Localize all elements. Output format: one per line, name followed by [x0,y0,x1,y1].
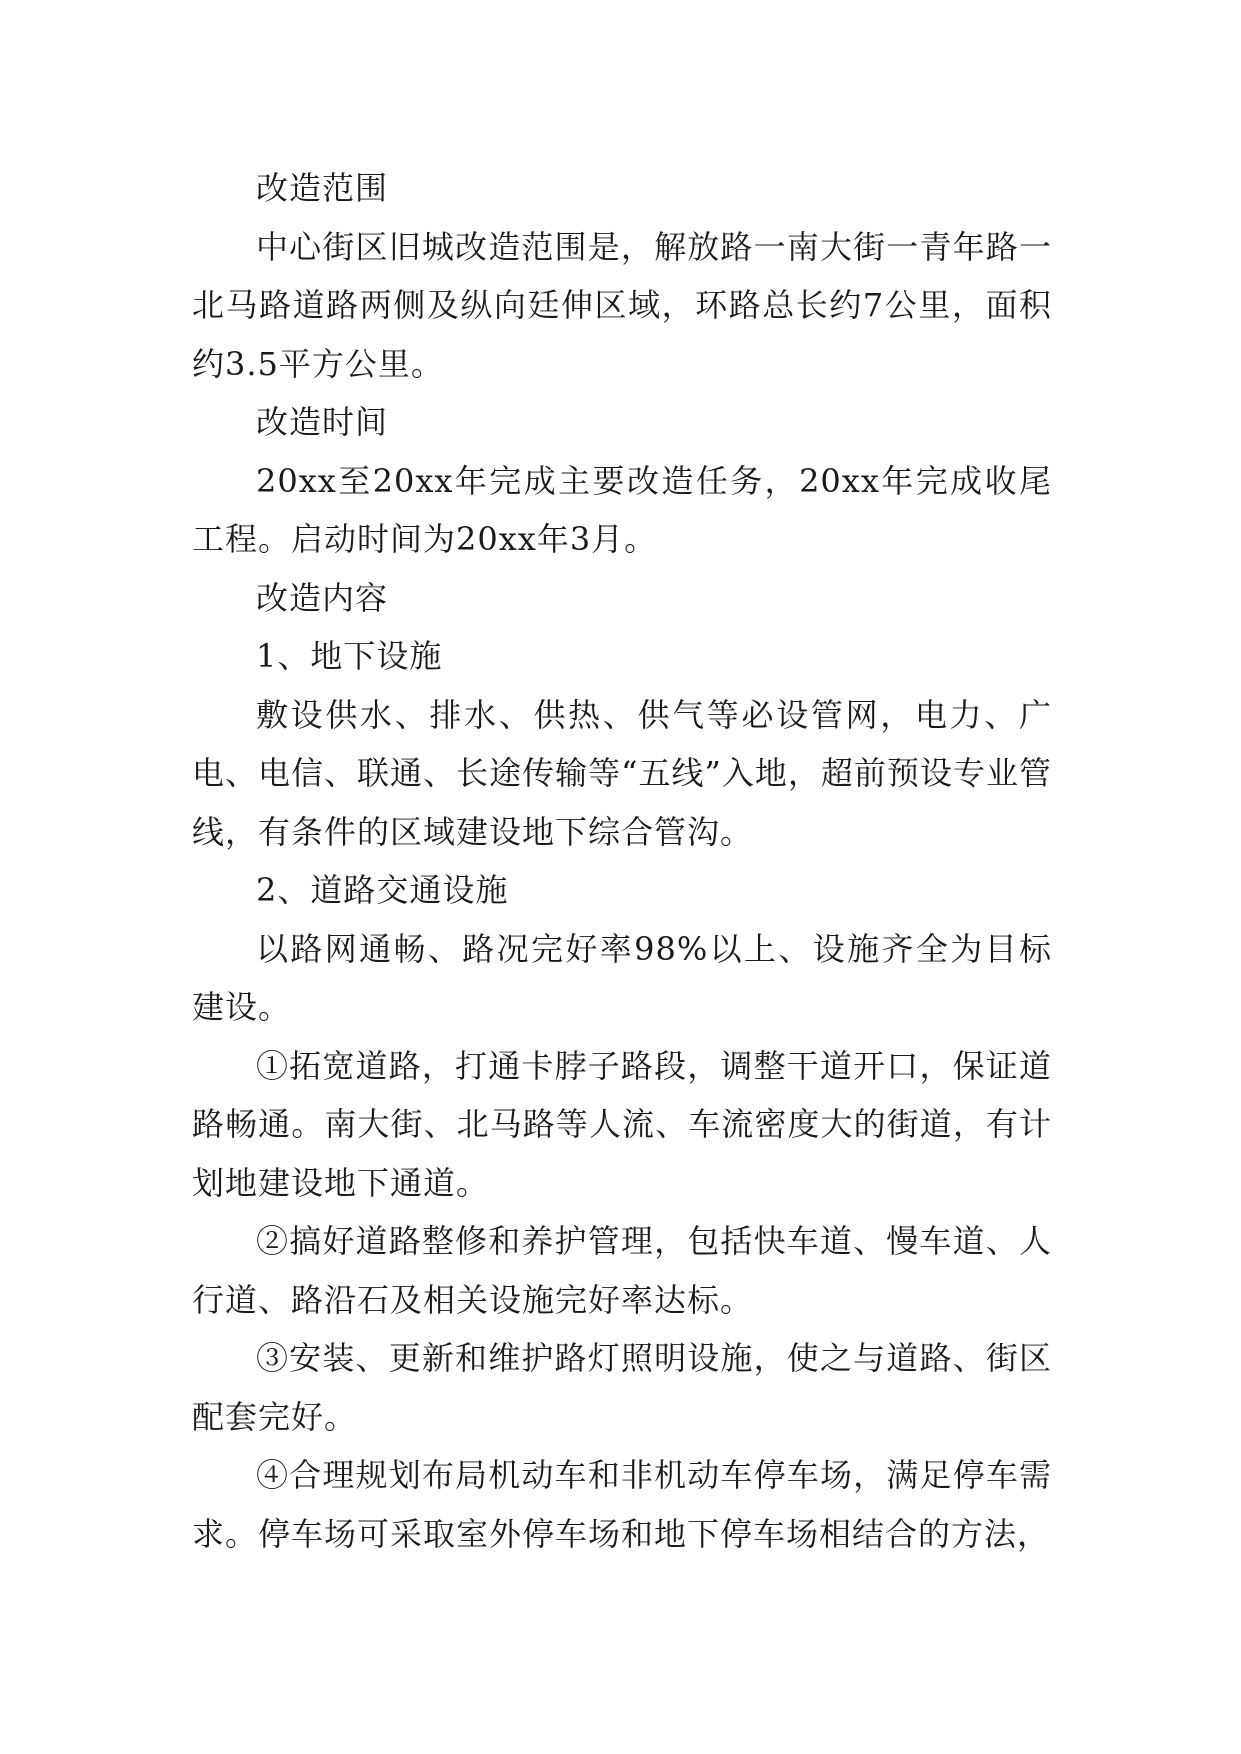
list-item-road-maintenance: ②搞好道路整修和养护管理，包括快车道、慢车道、人行道、路沿石及相关设施完好率达标。 [192,1222,1052,1319]
list-item-widen-roads: ①拓宽道路，打通卡脖子路段，调整干道开口，保证道路畅通。南大街、北马路等人流、车流密度大的街道，有计划地建设地下通道。 [192,1046,1052,1202]
section-heading-time: 改造时间 [256,403,389,441]
section-heading-content: 改造内容 [256,578,389,617]
paragraph-traffic-goal: 以路网通畅、路况完好率98%以上、设施齐全为目标建设。 [192,929,1052,1026]
list-item-parking: ④合理规划布局机动车和非机动车停车场，满足停车需求。停车场可采取室外停车场和地下停车场相结合的方法， [192,1456,1052,1553]
paragraph-scope: 中心街区旧城改造范围是，解放路一南大街一青年路一北马路道路两侧及纵向廷伸区域，环路总长约7公里，面积约3.5平方公里。 [192,227,1052,383]
subheading-underground: 1、地下设施 [256,637,443,675]
subheading-traffic: 2、道路交通设施 [256,871,509,909]
list-item-street-lighting: ③安装、更新和维护路灯照明设施，使之与道路、街区配套完好。 [192,1339,1052,1436]
section-heading-scope: 改造范围 [256,169,389,207]
paragraph-underground: 敷设供水、排水、供热、供气等必设管网，电力、广电、电信、联通、长途传输等“五线”入地，超前预设专业管线，有条件的区域建设地下综合管沟。 [192,695,1052,851]
document-body [192,159,1052,1563]
paragraph-time: 20xx至20xx年完成主要改造任务，20xx年完成收尾工程。启动时间为20xx年3月。 [192,461,1052,558]
